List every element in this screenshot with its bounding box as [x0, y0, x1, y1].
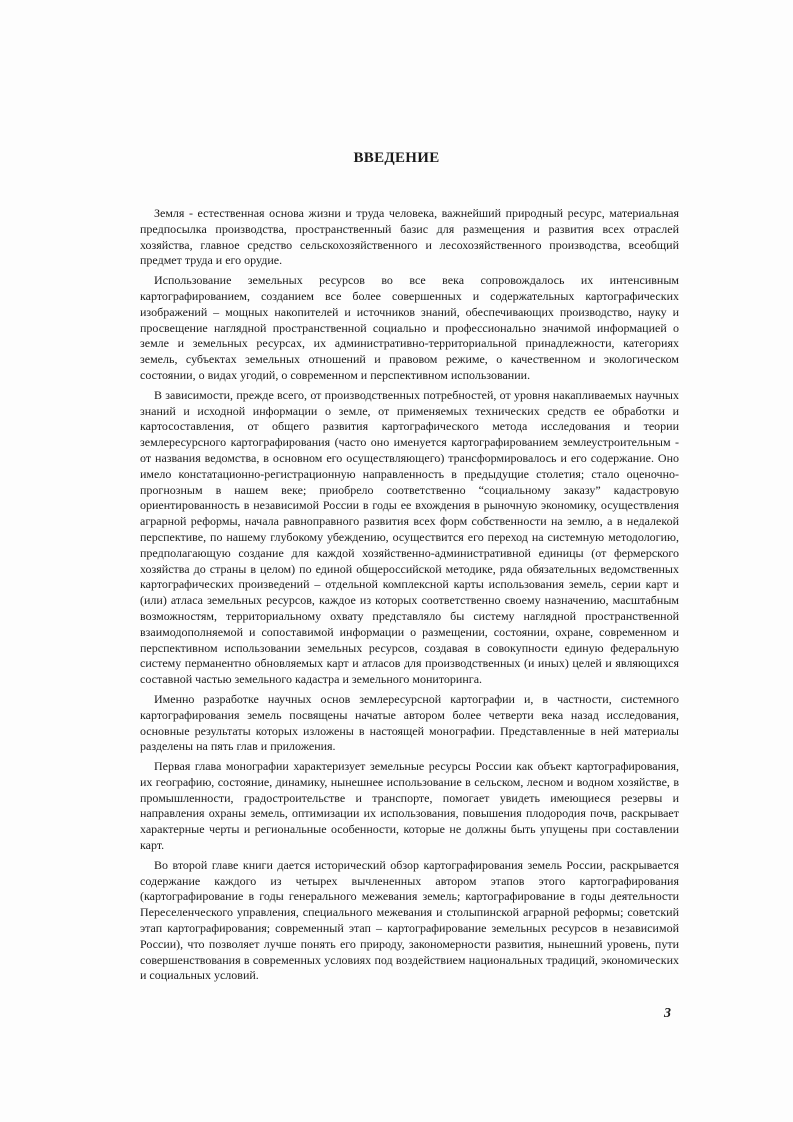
paragraph-5: Первая глава монографии характеризует земельные ресурсы России как объект картографирования, их географию, состояние, динамику, нынешнее использование в сельском, лесном и водном хозяйстве, в промышленности, градостроительстве и транспорте, помогает увидеть имеющиеся резервы и направления охраны земель, оптимизации их использования, повышения плодородия почв, раскрывает характерные черты и региональные особенности, которые не должны быть упущены при составлении карт. — [140, 759, 679, 853]
paragraph-2: Использование земельных ресурсов во все века сопровождалось их интенсивным картографированием, созданием все более совершенных и содержательных картографических изображений – мощных накопителей и источников знаний, обеспечивающих производство, науку и просвещение наглядной пространственной социально и профессионально значимой информацией о земле и земельных ресурсах, их административно-территориальной принадлежности, категориях земель, субъектах земельных отношений и правовом режиме, о качественном и экологическом состоянии, о видах угодий, о современном и перспективном использовании. — [140, 273, 679, 382]
paragraph-3: В зависимости, прежде всего, от производственных потребностей, от уровня накапливаемых научных знаний и исходной информации о земле, от применяемых технических средств ее обработки и картосоставления, от общего развития картографического метода исследования и теории землересурсного картографирования (часто оно именуется картографированием землеустроительным - от названия ведомства, в основном его осуществляющего) трансформировалось и его содержание. Оно имело констатационно-регистрационную направленность в предыдущие столетия; стало оценочно-прогнозным в нашем веке; приобрело соответственно “социальному заказу” кадастровую ориентированность в независимой России в годы ее вхождения в рыночную экономику, осуществления аграрной реформы, начала равноправного развития всех форм собственности на землю, а в недалекой перспективе, по нашему глубокому убеждению, осуществится его переход на системную методологию, предполагающую создание для каждой хозяйственно-административной единицы (от фермерского хозяйства до страны в целом) по единой общероссийской методике, ряда обязательных ведомственных картографических произведений – отдельной комплексной карты использования земель, серии карт и (или) атласа земельных ресурсов, каждое из которых соответственно своему назначению, масштабным возможностям, территориальному охвату представляло бы систему наглядной пространственной взаимодополняемой и сопоставимой информации о размещении, состоянии, охране, современном и перспективном использовании земельных ресурсов, создавая в совокупности единую федеральную систему перманентно обновляемых карт и атласов для производственных (и иных) целей и являющихся составной частью земельного кадастра и земельного мониторинга. — [140, 387, 679, 687]
paragraph-6: Во второй главе книги дается исторический обзор картографирования земель России, раскрывается содержание каждого из четырех вычлененных автором этапов этого картографирования (картографирование в годы генерального межевания земель; картографирование в годы деятельности Переселенческого управления, специального межевания и столыпинской аграрной реформы; советский этап картографирования; современный этап – картографирование земельных ресурсов в независимой России), что позволяет лучше понять его природу, закономерности развития, нынешний уровень, пути совершенствования в современных условиях под воздействием национальных традиций, экономических и социальных условий. — [140, 857, 679, 983]
body-text — [140, 206, 679, 988]
page-number: 3 — [664, 1006, 671, 1021]
paragraph-1: Земля - естественная основа жизни и труда человека, важнейший природный ресурс, материальная предпосылка производства, пространственный базис для размещения и развития всех отраслей хозяйства, главное средство сельскохозяйственного и лесохозяйственного производства, всеобщий предмет труда и его орудие. — [140, 206, 679, 268]
paragraph-4: Именно разработке научных основ землересурсной картографии и, в частности, системного картографирования земель посвящены начатые автором более четверти века назад исследования, основные результаты которых изложены в настоящей монографии. Представленные в ней материалы разделены на пять глав и приложения. — [140, 691, 679, 754]
chapter-title: ВВЕДЕНИЕ — [353, 150, 440, 166]
